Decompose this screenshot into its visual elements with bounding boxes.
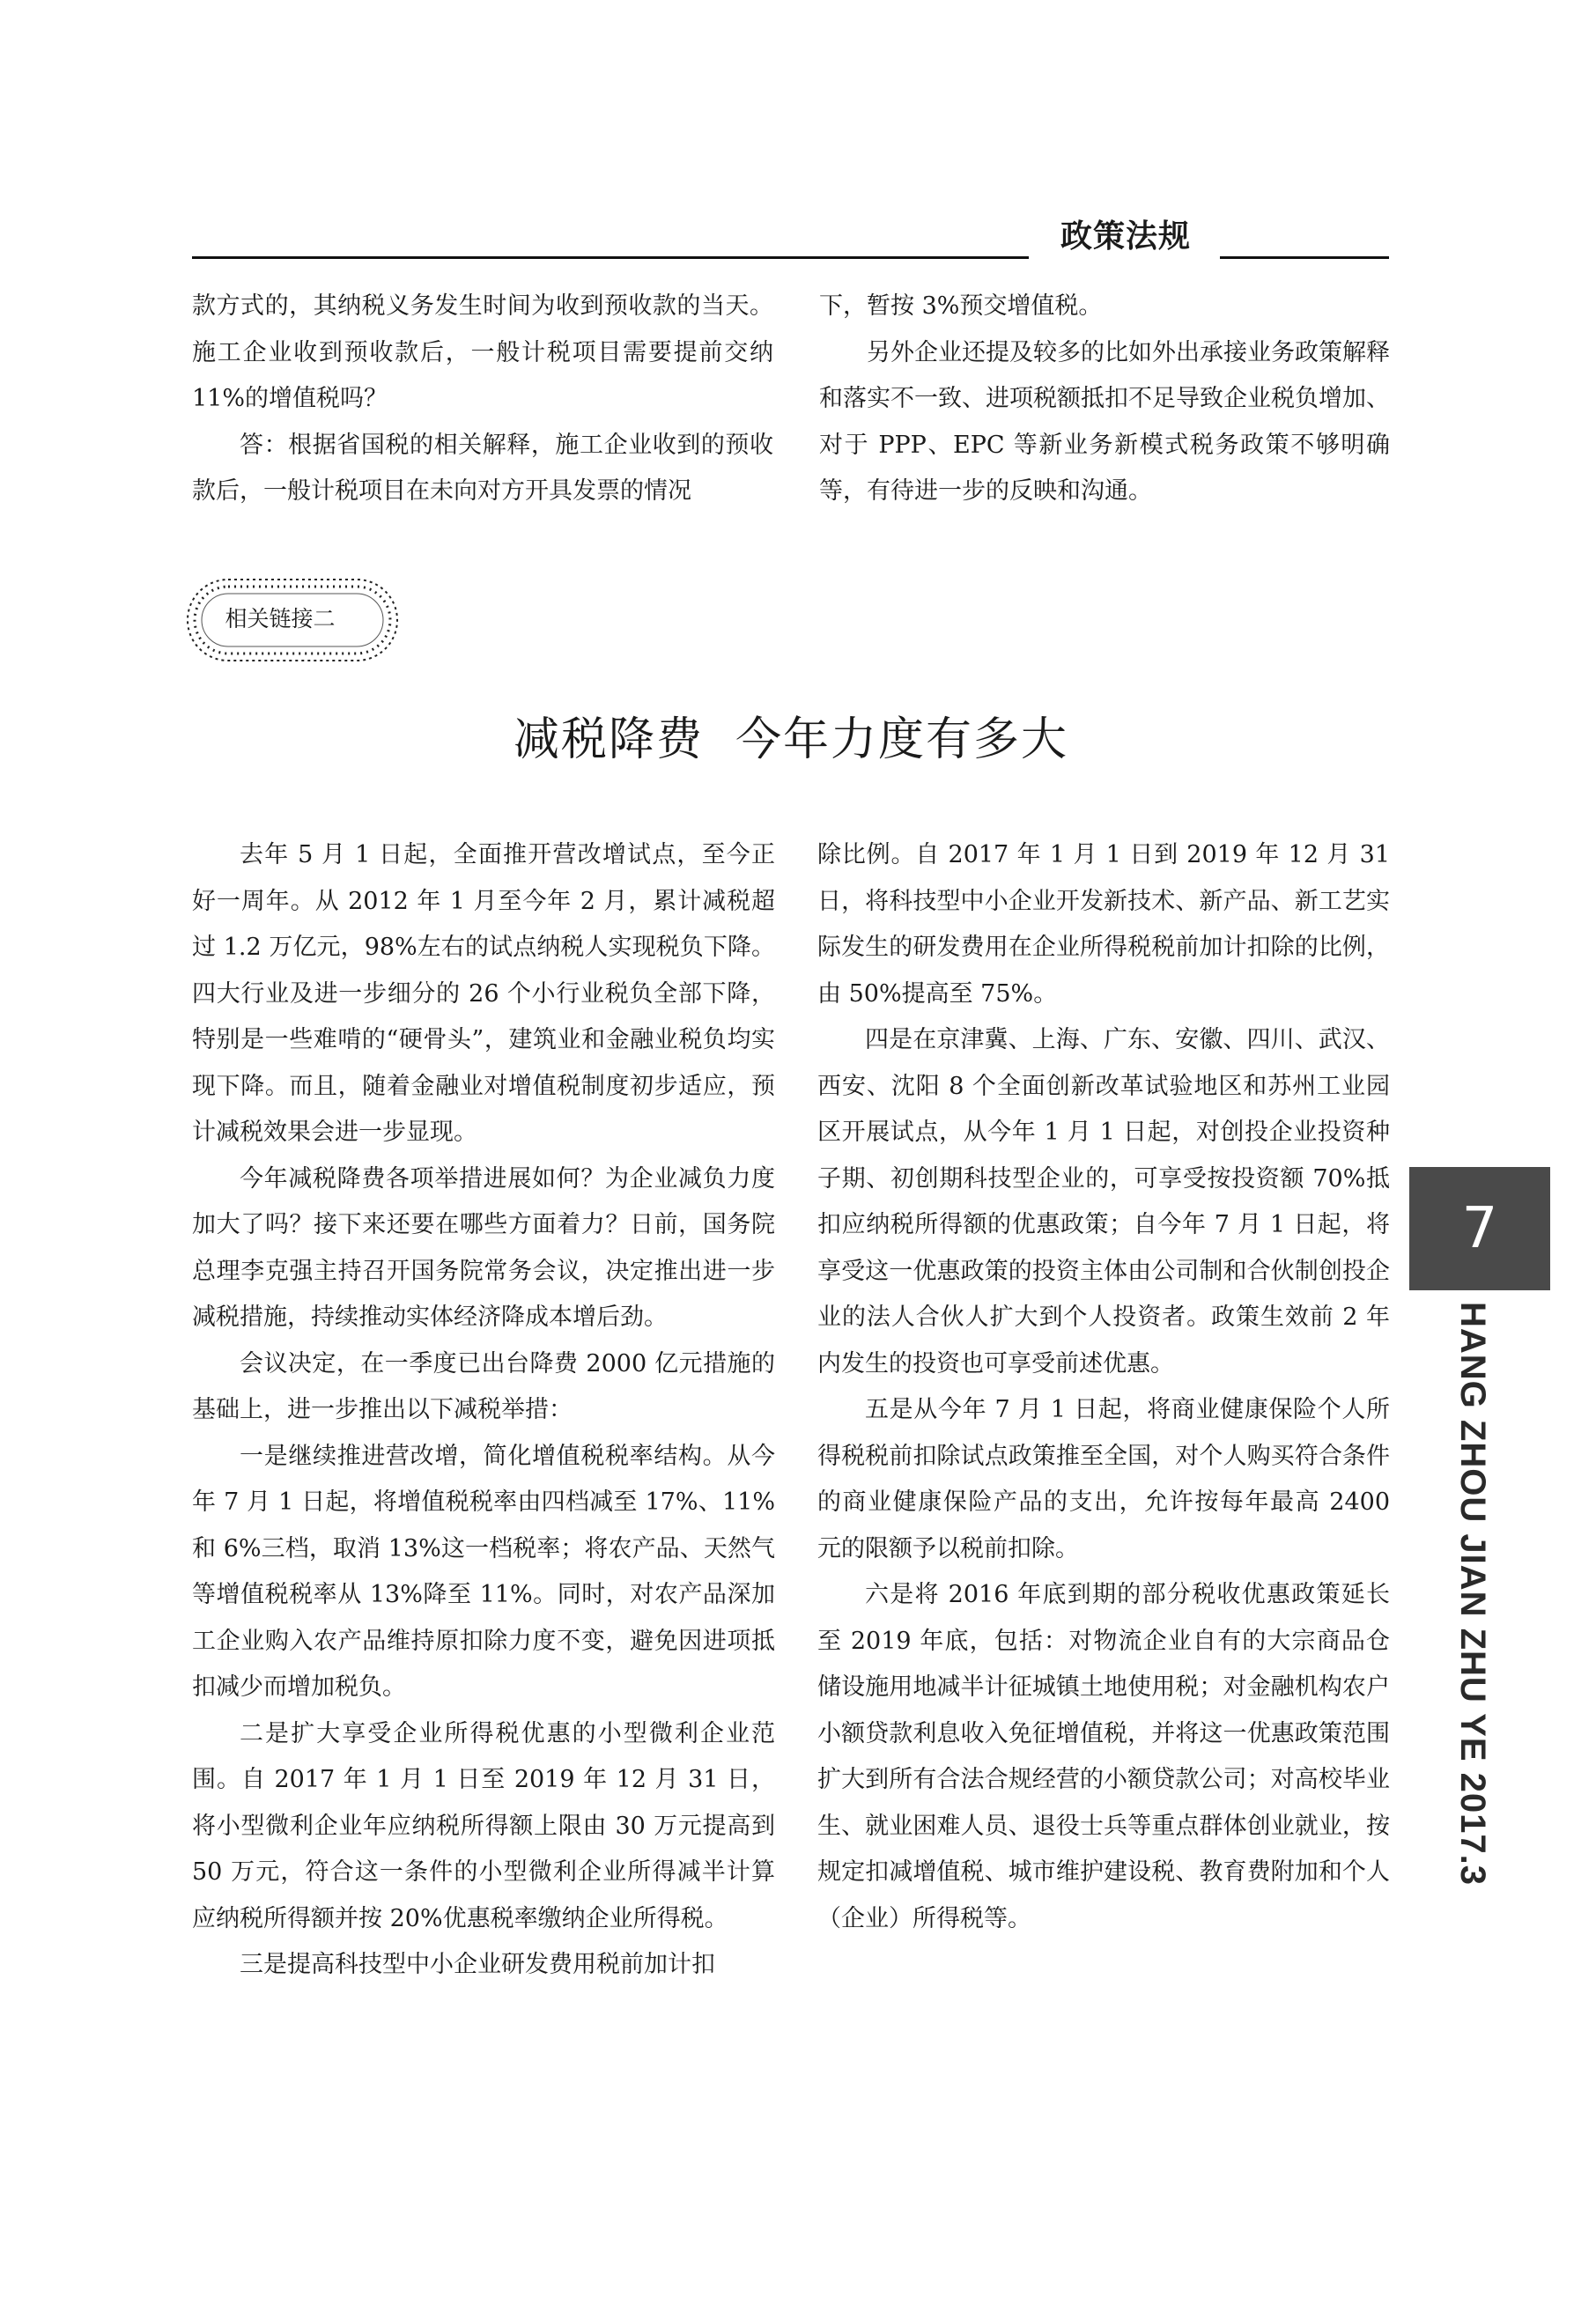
- paragraph: 另外企业还提及较多的比如外出承接业务政策解释和落实不一致、进项税额抵扣不足导致企业税负增加、对于 PPP、EPC 等新业务新模式税务政策不够明确等，有待进一步的反映和沟通。: [819, 338, 1390, 505]
- article-title: [192, 705, 1390, 775]
- page-number: 7: [1461, 1196, 1498, 1261]
- paragraph: 下，暂按 3%预交增值税。: [819, 292, 1103, 320]
- paragraph: 答：根据省国税的相关解释，施工企业收到的预收款后，一般计税项目在未向对方开具发票的情况: [192, 431, 773, 505]
- header-rule-right: [1220, 256, 1389, 259]
- top-left-column: [192, 284, 773, 515]
- top-right-column: [819, 284, 1390, 515]
- paragraph: 会议决定，在一季度已出台降费 2000 亿元措施的基础上，进一步推出以下减税举措：: [192, 1349, 775, 1423]
- paragraph: 今年减税降费各项举措进展如何？为企业减负力度加大了吗？接下来还要在哪些方面着力？日前，国务院总理李克强主持召开国务院常务会议，决定推出进一步减税措施，持续推动实体经济降成本增后劲。: [192, 1164, 775, 1331]
- related-link-label: 相关链接二: [225, 606, 336, 631]
- article-left-column: [192, 832, 775, 1989]
- paragraph: 五是从今年 7 月 1 日起，将商业健康保险个人所得税税前扣除试点政策推至全国，对个人购买符合条件的商业健康保险产品的支出，允许按每年最高 2400 元的限额予以税前扣除。: [817, 1396, 1390, 1562]
- header-rule-left: [192, 256, 1029, 259]
- article-title-part: 今年力度有多大: [735, 713, 1069, 766]
- paragraph: 除比例。自 2017 年 1 月 1 日到 2019 年 12 月 31 日，将科技型中小企业开发新技术、新产品、新工艺实际发生的研发费用在企业所得税税前加计扣除的比例，由 50%提高至 75%。: [817, 841, 1390, 1008]
- journal-issue-label: HANG ZHOU JIAN ZHU YE 2017.3: [1453, 1302, 1492, 1886]
- paragraph: 四是在京津冀、上海、广东、安徽、四川、武汉、西安、沈阳 8 个全面创新改革试验地区和苏州工业园区开展试点，从今年 1 月 1 日起，对创投企业投资种子期、初创期科技型企业的，可享受按投资额 70%抵扣应纳税所得额的优惠政策；自今年 7 月 1 日起，将享受这一优惠政策的投资主体由公司制和合伙制创投企业的法人合伙人扩大到个人投资者。政策生效前 2 年内发生的投资也可享受前述优惠。: [817, 1026, 1390, 1377]
- paragraph: 三是提高科技型中小企业研发费用税前加计扣: [240, 1951, 715, 1978]
- paragraph: 一是继续推进营改增，简化增值税税率结构。从今年 7 月 1 日起，将增值税税率由四档减至 17%、11%和 6%三档，取消 13%这一档税率；将农产品、天然气等增值税税率从 13%降至 11%。同时，对农产品深加工企业购入农产品维持原扣除力度不变，避免因进项抵扣减少而增加税负。: [192, 1442, 775, 1701]
- article-right-column: [817, 832, 1390, 1942]
- article-title-part: 减税降费: [513, 713, 704, 766]
- paragraph: 二是扩大享受企业所得税优惠的小型微利企业范围。自 2017 年 1 月 1 日至 2019 年 12 月 31 日，将小型微利企业年应纳税所得额上限由 30 万元提高到 50 万元，符合这一条件的小型微利企业所得减半计算应纳税所得额并按 20%优惠税率缴纳企业所得税。: [192, 1719, 775, 1932]
- section-title: 政策法规: [1060, 218, 1191, 255]
- paragraph: 六是将 2016 年底到期的部分税收优惠政策延长至 2019 年底，包括：对物流企业自有的大宗商品仓储设施用地减半计征城镇土地使用税；对金融机构农户小额贷款利息收入免征增值税，并将这一优惠政策范围扩大到所有合法合规经营的小额贷款公司；对高校毕业生、就业困难人员、退役士兵等重点群体创业就业，按规定扣减增值税、城市维护建设税、教育费附加和个人（企业）所得税等。: [817, 1581, 1390, 1932]
- paragraph: 去年 5 月 1 日起，全面推开营改增试点，至今正好一周年。从 2012 年 1 月至今年 2 月，累计减税超过 1.2 万亿元，98%左右的试点纳税人实现税负下降。四大行业及进一步细分的 26 个小行业税负全部下降，特别是一些难啃的“硬骨头”，建筑业和金融业税负均实现下降。而且，随着金融业对增值税制度初步适应，预计减税效果会进一步显现。: [192, 841, 775, 1146]
- paragraph: 款方式的，其纳税义务发生时间为收到预收款的当天。施工企业收到预收款后，一般计税项目需要提前交纳 11%的增值税吗？: [192, 292, 773, 412]
